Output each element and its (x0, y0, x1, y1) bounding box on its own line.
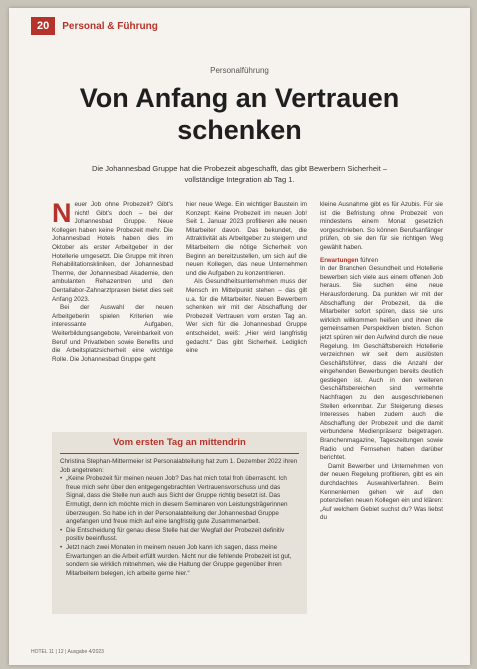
column-3-paragraph-3: Damit Bewerber und Unternehmen von der neuen Regelung profitieren, gibt es ein durchdachtes Auswahlverfahren. Beim Kennenlernen gehen wir auf den potenziellen neuen Kollegen ein und klären: „Auf welchem Gebiet suchst du? Was liebst du (320, 462, 443, 522)
column-3-paragraph-1: kleine Ausnahme gibt es für Azubis. Für sie ist die Befristung ohne Probezeit von mindestens einem Monat gesetzlich vorgeschrieben. So können Berufsanfänger prüfen, ob sie den für sie richtigen Weg gewählt haben. (320, 201, 443, 251)
article-subtitle: Die Johannesbad Gruppe hat die Probezeit abgeschafft, das gibt Bewerbern Sicherheit – vollständige Integration ab Tag 1. (91, 164, 388, 184)
testimonial-list (52, 475, 307, 578)
article-title: Von Anfang an Vertrauen schenken (79, 83, 400, 145)
section-label: Personal & Führung (62, 20, 158, 32)
testimonial-item: • Die Entscheidung für genau diese Stelle hat der Wegfall der Probezeit definitiv positiv beeinflusst. (66, 527, 299, 544)
drop-cap: N (52, 201, 72, 228)
column-1-paragraph-1-text: euer Job ohne Probezeit? Gibt's nicht! Gibt's doch – bei der Johannesbad Gruppe. Neue Kollegen haben keine Probezeit mehr. Die Johannesbad Hotels haben dies im Oktober als erster Arbeitgeber in der Hotellerie umgesetzt. Die Gruppe mit ihren Rehabilitationskliniken, der Johannesbad Therme, der Johannesbad Akademie, den ambulanten Rehazentren und den Dentallabor-Zahnarztpraxen bietet dies seit Anfang 2023. (52, 201, 173, 303)
article-kicker: Personalführung (210, 66, 269, 75)
article-column-3 (320, 201, 443, 641)
testimonial-box-title: Vom ersten Tag an mittendrin (113, 437, 246, 448)
article-column-2 (186, 201, 307, 407)
column-2-paragraph-2: Als Gesundheitsunternehmen muss der Mensch im Mittelpunkt stehen – das gilt u.a. für die Mitarbeiter. Neuen Bewerbern schenken wir mit der Abschaffung der Probezeit Vertrauen vom ersten Tag an. Wer sich für die Johannesbad Gruppe entscheidet, weiß: „Hier wird langfristig gedacht.“ Das gibt Sicherheit. Lediglich eine (186, 278, 307, 355)
magazine-page (9, 8, 470, 665)
column-1-paragraph-1 (52, 201, 173, 304)
testimonial-box (52, 432, 307, 614)
page-header (31, 16, 158, 36)
testimonial-intro: Christina Stephan-Mittermeier ist Personalabteilung hat zum 1. Dezember 2022 ihren Job angetreten: (60, 458, 298, 474)
subhead-label: Erwartungen (320, 256, 359, 264)
subhead-rest: führen (358, 256, 379, 264)
article-column-1 (52, 201, 173, 407)
testimonial-item: • Jetzt nach zwei Monaten in meinem neuen Job kann ich sagen, dass meine Erwartungen an die Arbeit erfüllt wurden. Nicht nur die fehlende Probezeit ist gut, sondern sie wirklich mitnehmen, wie die Haltung der Gruppe gegenüber ihren Mitarbeitern belegen, ich arbeite gerne hier.“ (66, 544, 299, 578)
box-divider (60, 453, 299, 454)
column-3-subhead (320, 257, 443, 266)
column-1-paragraph-2: Bei der Auswahl der neuen Arbeitgeberin spielen Kriterien wie interessante Aufgaben, Weiterbildungsangebote, Vereinbarkeit von Beruf und Privatleben sowie Benefits und die Arbeitsplatzsicherheit eine wichtige Rolle. Die Johannesbad Gruppe geht (52, 304, 173, 363)
page-footer: HOTEL 11 | 12 | Ausgabe 4/2023 (31, 649, 104, 655)
column-3-paragraph-2: In der Branchen Gesundheit und Hotellerie bewerben sich viele aus einem offenen Job heraus. Sie suchen eine neue Herausforderung. Da punkten wir mit der Abschaffung der Probezeit, da die Mitarbeiter sofort spüren, dass sie uns wirklich willkommen heißen und ihnen die gemeinsamen Perspektiven bieten. Schon jetzt spüren wir den Aufwind durch die neue Regelung. Im Geschäftsbereich Hotellerie verzeichnen wir seit dem auslösten Geschäftsführer, dass die Anzahl der eingehenden Bewerbungen bereits deutlich gestiegen ist. Auch in den weiteren Geschäftsbereichen sind vermehrte Nachfragen zu den ausgeschriebenen Stellen erkennbar. Zur Steigerung dieses Interesses haben zudem auch die Abschaffung der Probezeit und die damit verbundene Medienpräsenz beigetragen. Branchenmagazine, Tageszeitungen sowie Radio und Fernsehen haben darüber berichtet. (320, 265, 443, 462)
column-2-paragraph-1: hier neue Wege. Ein wichtiger Baustein im Konzept: Keine Probezeit im neuen Job! Seit 1. Januar 2023 profitieren alle neuen Mitarbeiter davon. Das bekundet, die Attraktivität als Arbeitgeber zu steigern und Mitarbeitern die nötige Sicherheit von Beginn an bereitzustellen, um sich auf die neuen Kollegen, das neue Unternehmen und die Aufgaben zu konzentrieren. (186, 201, 307, 277)
page-number: 20 (31, 17, 55, 35)
testimonial-item: • „Keine Probezeit für meinen neuen Job? Das hat mich total froh überrascht. Ich freue mich sehr über den entgegengebrachten Vertrauensvorschuss und das Signal, dass die Stelle nun auch aus Sicht der Gruppe richtig besetzt ist. Das Ermutigt, denn ich möchte mich in diesem Seminaren von Leistungsträgerinnen überzeugen. So habe ich in der Personalabteilung der Johannesbad Gruppe angefangen und freue mich auf eine langfristig gute Zusammenarbeit. (66, 475, 299, 527)
